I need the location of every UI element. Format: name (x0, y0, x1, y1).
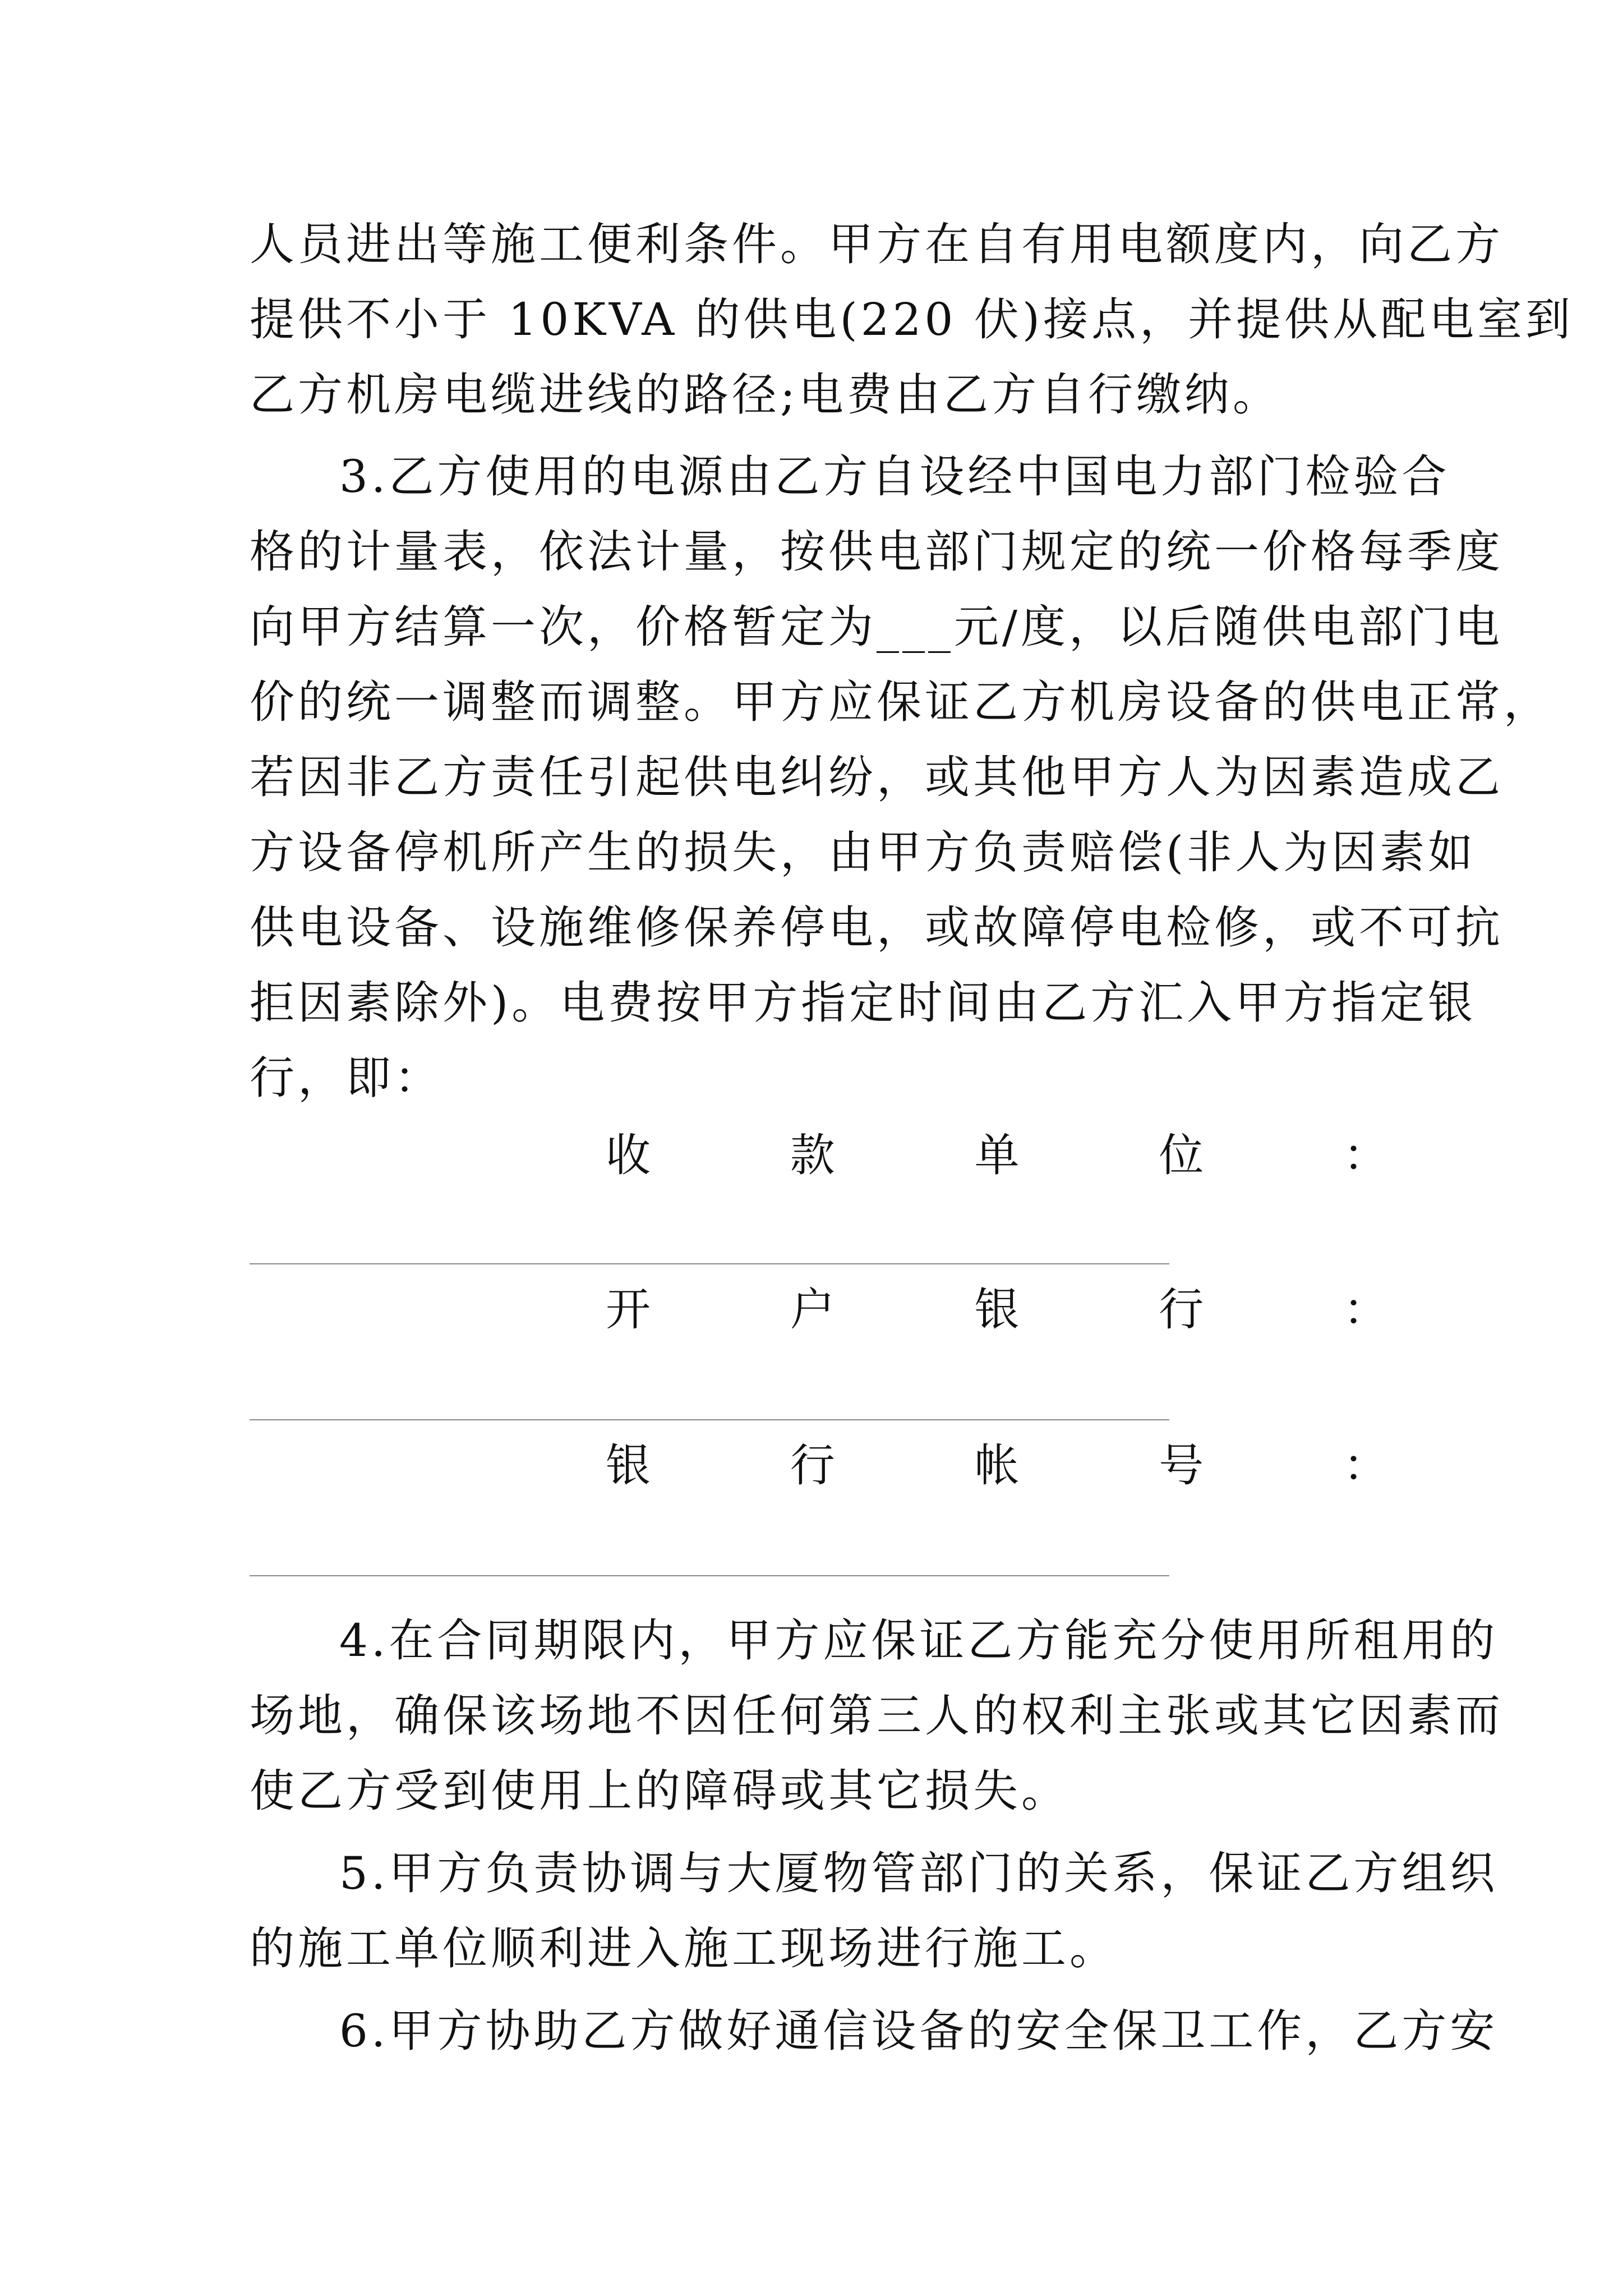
bank-label (606, 1271, 1388, 1349)
payee-fill-line (250, 1263, 1169, 1264)
paragraph-line: 场地，确保该场地不因任何第三人的权利主张或其它因素而 (250, 1690, 1504, 1742)
paragraph-line: 4.在合同期限内，甲方应保证乙方能充分使用所租用的 (339, 1614, 1498, 1667)
paragraph-line: 6.甲方协助乙方做好通信设备的安全保卫工作，乙方安 (339, 2005, 1498, 2057)
field-char: 单 (974, 1129, 1020, 1181)
field-char: 帐 (974, 1439, 1020, 1492)
paragraph-line: 供电设备、设施维修保养停电，或故障停电检修，或不可抗 (250, 901, 1504, 954)
account-label (606, 1427, 1388, 1505)
paragraph-line: 方设备停机所产生的损失，由甲方负责赔偿(非人为因素如 (250, 826, 1477, 878)
account-fill-line (250, 1575, 1169, 1576)
paragraph-line: 人员进出等施工便利条件。甲方在自有用电额度内，向乙方 (250, 218, 1504, 270)
field-char: ： (1343, 1283, 1388, 1336)
paragraph-line: 使乙方受到使用上的障碍或其它损失。 (250, 1765, 1069, 1817)
field-char: 银 (606, 1439, 651, 1492)
paragraph-line: 拒因素除外)。电费按甲方指定时间由乙方汇入甲方指定银 (250, 977, 1477, 1029)
field-char: 行 (1159, 1283, 1204, 1336)
field-char: 款 (790, 1129, 835, 1181)
payee-label (606, 1116, 1388, 1195)
paragraph-line: 若因非乙方责任引起供电纠纷，或其他甲方人为因素造成乙 (250, 751, 1504, 803)
bank-fill-line (250, 1419, 1169, 1420)
field-char: 收 (606, 1129, 651, 1181)
paragraph-line: 3.乙方使用的电源由乙方自设经中国电力部门检验合 (339, 450, 1450, 503)
field-char: 行 (790, 1439, 835, 1492)
field-char: ： (1343, 1129, 1388, 1181)
field-char: 银 (974, 1283, 1020, 1336)
field-char: 户 (790, 1283, 835, 1336)
paragraph-line: 向甲方结算一次，价格暂定为___元/度，以后随供电部门电 (250, 601, 1503, 653)
paragraph-line: 5.甲方负责协调与大厦物管部门的关系，保证乙方组织 (339, 1847, 1498, 1899)
paragraph-line: 价的统一调整而调整。甲方应保证乙方机房设备的供电正常， (250, 676, 1552, 728)
field-char: 位 (1159, 1129, 1204, 1181)
paragraph-line: 行，即： (250, 1052, 442, 1104)
paragraph-line: 格的计量表，依法计量，按供电部门规定的统一价格每季度 (250, 526, 1504, 578)
field-char: ： (1343, 1439, 1388, 1492)
paragraph-line: 的施工单位顺利进入施工现场进行施工。 (250, 1922, 1118, 1975)
field-char: 开 (606, 1283, 651, 1336)
paragraph-line: 提供不小于 10KVA 的供电(220 伏)接点，并提供从配电室到 (250, 293, 1574, 346)
field-char: 号 (1159, 1439, 1204, 1492)
paragraph-line: 乙方机房电缆进线的路径;电费由乙方自行缴纳。 (250, 369, 1281, 421)
